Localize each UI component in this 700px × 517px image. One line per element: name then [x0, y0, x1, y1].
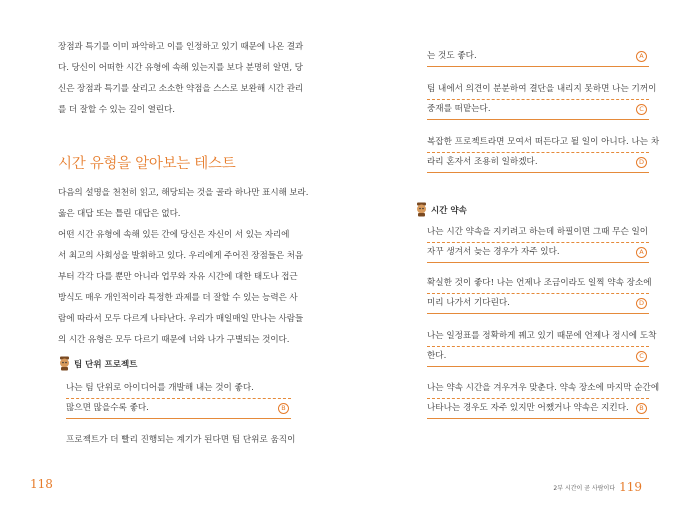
page-number: 118 [30, 477, 53, 491]
character-icon [415, 202, 428, 217]
question-block [427, 327, 657, 367]
answer-mark-b: B [278, 403, 289, 414]
intro-paragraph [58, 37, 303, 121]
text-line: 어떤 시간 유형에 속해 있든 간에 당신은 자신이 서 있는 자리에 [58, 230, 290, 240]
text-line: 다음의 설명을 천천히 읽고, 해당되는 것을 골라 하나만 표시해 보라. [58, 188, 309, 198]
page-number: 119 [619, 480, 642, 494]
text-line: 부터 각각 다를 뿐만 아니라 업무와 자유 시간에 대한 태도나 접근 [58, 272, 298, 282]
answer-mark-a: A [636, 51, 647, 62]
question-line: 는 것도 좋다. A [427, 47, 649, 67]
text-line: 옳은 대답 또는 틀린 대답은 없다. [58, 209, 181, 219]
subheading-label: 시간 약속 [431, 205, 467, 216]
body-paragraph [58, 183, 308, 351]
question-line: 나타나는 경우도 자주 있지만 어쨌거나 약속은 지킨다. B [427, 399, 649, 419]
question-line: 많으면 많을수록 좋다. B [66, 399, 291, 419]
question-line: 라리 혼자서 조용히 일하겠다. D [427, 153, 649, 173]
question-line: 나는 시간 약속을 지키려고 하는데 하필이면 그때 무슨 일이 [427, 223, 649, 243]
question-line: 확실한 것이 좋다! 나는 언제나 조금이라도 일찍 약속 장소에 [427, 274, 649, 294]
answer-mark-c: C [636, 351, 647, 362]
question-line: 나는 약속 시간을 겨우겨우 맞춘다. 약속 장소에 마지막 순간에 [427, 379, 649, 399]
answer-mark-b: B [636, 403, 647, 414]
question-block [66, 379, 291, 419]
text-line: 장점과 특기를 이미 파악하고 이를 인정하고 있기 때문에 나온 결과 [58, 42, 304, 52]
text-line: 신은 장점과 특기를 살리고 소소한 약점을 스스로 보완해 시간 관리 [58, 84, 304, 94]
question-block [427, 133, 660, 173]
question-block [427, 47, 649, 67]
text-line: 서 최고의 사회성을 발휘하고 있다. 우리에게 주어진 장점들은 처음 [58, 251, 304, 261]
page-footer [553, 480, 642, 494]
question-line: 프로젝트가 더 빨리 진행되는 계기가 된다면 팀 단위로 움직이 [66, 435, 296, 445]
section-title: 시간 유형을 알아보는 테스트 [58, 156, 236, 172]
text-line: 방식도 매우 개인적이라 특정한 과제를 더 잘할 수 있는 능력은 사 [58, 293, 298, 303]
question-line: 미리 나가서 기다린다. D [427, 294, 649, 314]
subheading-label: 팀 단위 프로젝트 [74, 359, 138, 370]
question-line: 중재를 떠맡는다. C [427, 100, 649, 120]
text-line: 람에 따라서 모두 다르게 나타난다. 우리가 매일매일 만나는 사람들 [58, 314, 304, 324]
question-line: 한다. C [427, 347, 649, 367]
answer-mark-d: D [636, 298, 647, 309]
question-line: 나는 팀 단위로 아이디어를 개발해 내는 것이 좋다. [66, 379, 291, 399]
question-block [427, 80, 657, 120]
question-line: 나는 일정표를 정확하게 꿰고 있기 때문에 언제나 정시에 도착 [427, 327, 649, 347]
question-line: 자꾸 생겨서 늦는 경우가 자주 있다. A [427, 243, 649, 263]
question-line: 복잡한 프로젝트라면 모여서 떠든다고 될 일이 아니다. 나는 차 [427, 133, 649, 153]
answer-mark-c: C [636, 104, 647, 115]
answer-mark-d: D [636, 157, 647, 168]
right-page [350, 0, 700, 517]
text-line: 의 시간 유형은 모두 다르기 때문에 너와 나가 구별되는 것이다. [58, 335, 290, 345]
subheading-time-appointment [415, 202, 467, 217]
subheading-team-project [58, 356, 137, 371]
text-line: 다. 당신이 어떠한 시간 유형에 속해 있는지를 보다 분명히 알면, 당 [58, 63, 303, 73]
question-block [66, 431, 296, 450]
text-line: 를 더 잘할 수 있는 길이 열린다. [58, 105, 175, 115]
question-block [427, 379, 660, 419]
character-icon [58, 356, 71, 371]
question-block [427, 223, 649, 263]
answer-mark-a: A [636, 247, 647, 258]
question-block [427, 274, 652, 314]
question-line: 팀 내에서 의견이 분분하여 결단을 내리지 못하면 나는 기꺼이 [427, 80, 649, 100]
chapter-label: 2부 시간이 곧 사람이다 [553, 484, 616, 492]
